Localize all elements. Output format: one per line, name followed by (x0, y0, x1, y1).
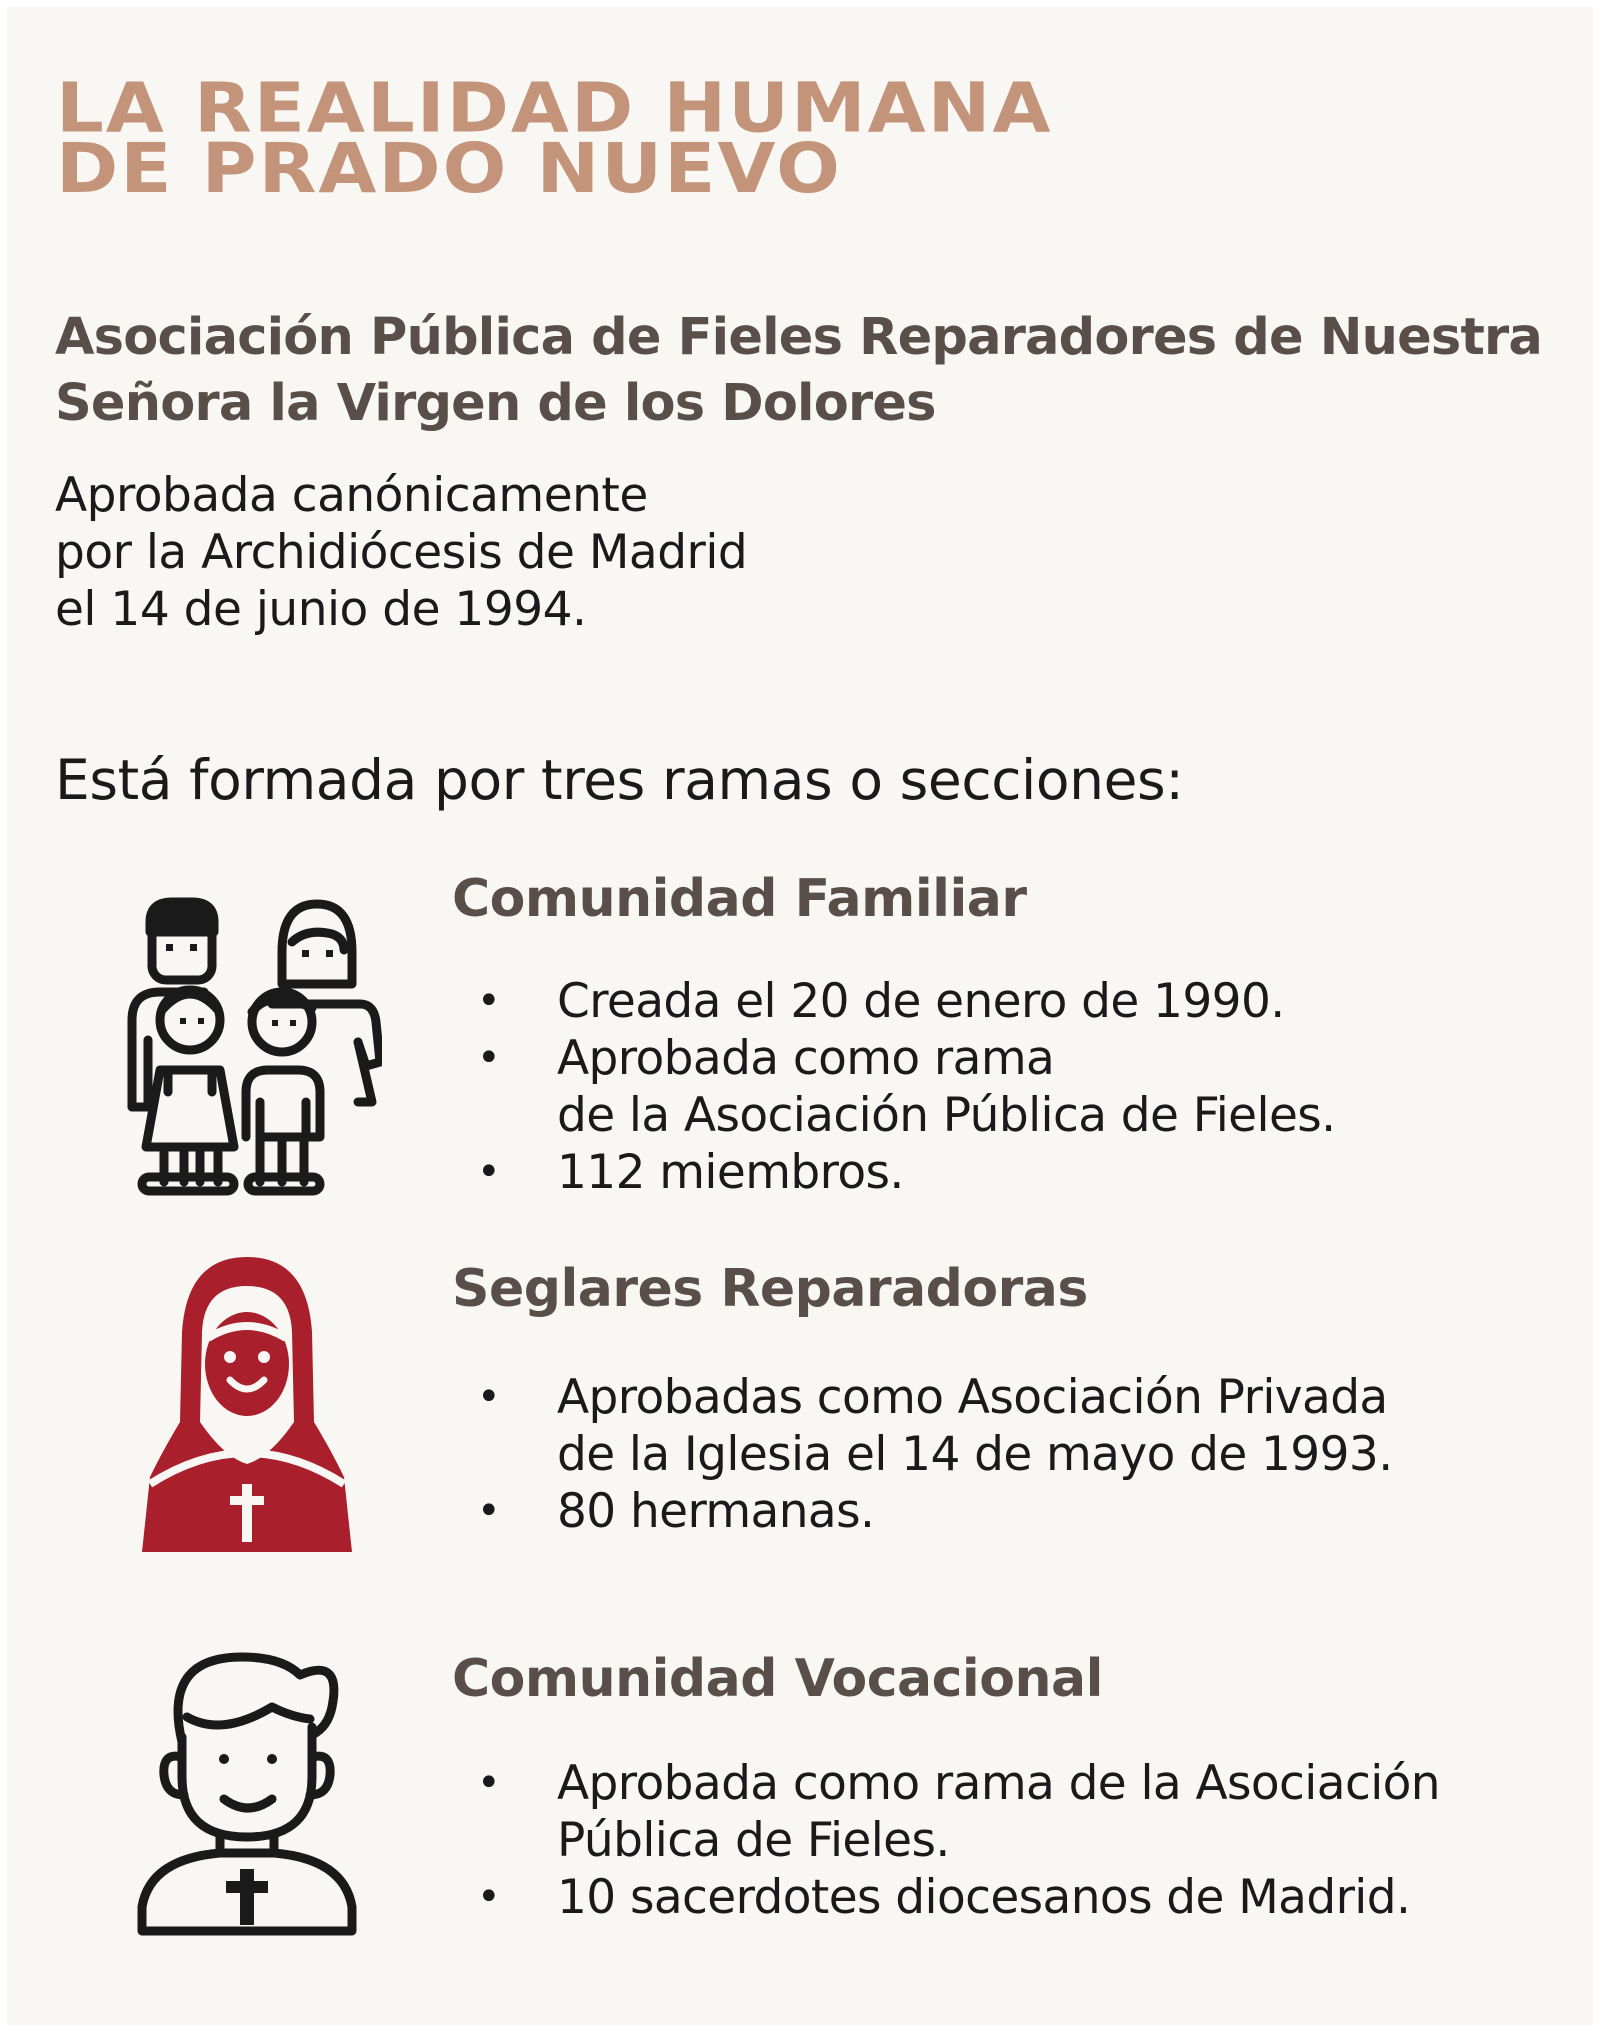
approval-text (55, 467, 955, 638)
branch-heading: Seglares Reparadoras (452, 1259, 1088, 1319)
branch-heading: Comunidad Familiar (452, 869, 1027, 929)
nun-icon (142, 1252, 352, 1552)
list-item: • Aprobada como rama de la Asociación Pública de Fieles. (477, 1755, 1557, 1869)
branch-list (477, 1369, 1557, 1540)
list-item: • Creada el 20 de enero de 1990. (477, 973, 1557, 1030)
approval-line: el 14 de junio de 1994. (55, 582, 587, 637)
list-item: • Aprobadas como Asociación Privada de la Iglesia el 14 de mayo de 1993. (477, 1369, 1557, 1483)
family-icon (122, 892, 382, 1197)
page-title (56, 66, 1156, 209)
branch-list (477, 973, 1557, 1201)
list-item: • 10 sacerdotes diocesanos de Madrid. (477, 1869, 1557, 1926)
list-item: • 112 miembros. (477, 1144, 1557, 1201)
branch-list (477, 1755, 1557, 1926)
approval-line: Aprobada canónicamente (55, 468, 648, 523)
list-item: • 80 hermanas. (477, 1483, 1557, 1540)
association-name: Asociación Pública de Fieles Reparadores de Nuestra Señora la Virgen de los Dolores (55, 308, 1542, 433)
title-line-2: DE PRADO NUEVO (56, 127, 842, 209)
page (7, 7, 1593, 2025)
list-item: • Aprobada como rama de la Asociación Pública de Fieles. (477, 1030, 1557, 1144)
priest-icon (132, 1647, 362, 1937)
title-line-1: LA REALIDAD HUMANA (56, 66, 1053, 148)
intro-text: Está formada por tres ramas o secciones: (55, 748, 1184, 812)
approval-line: por la Archidiócesis de Madrid (55, 525, 748, 580)
branch-heading: Comunidad Vocacional (452, 1649, 1103, 1709)
